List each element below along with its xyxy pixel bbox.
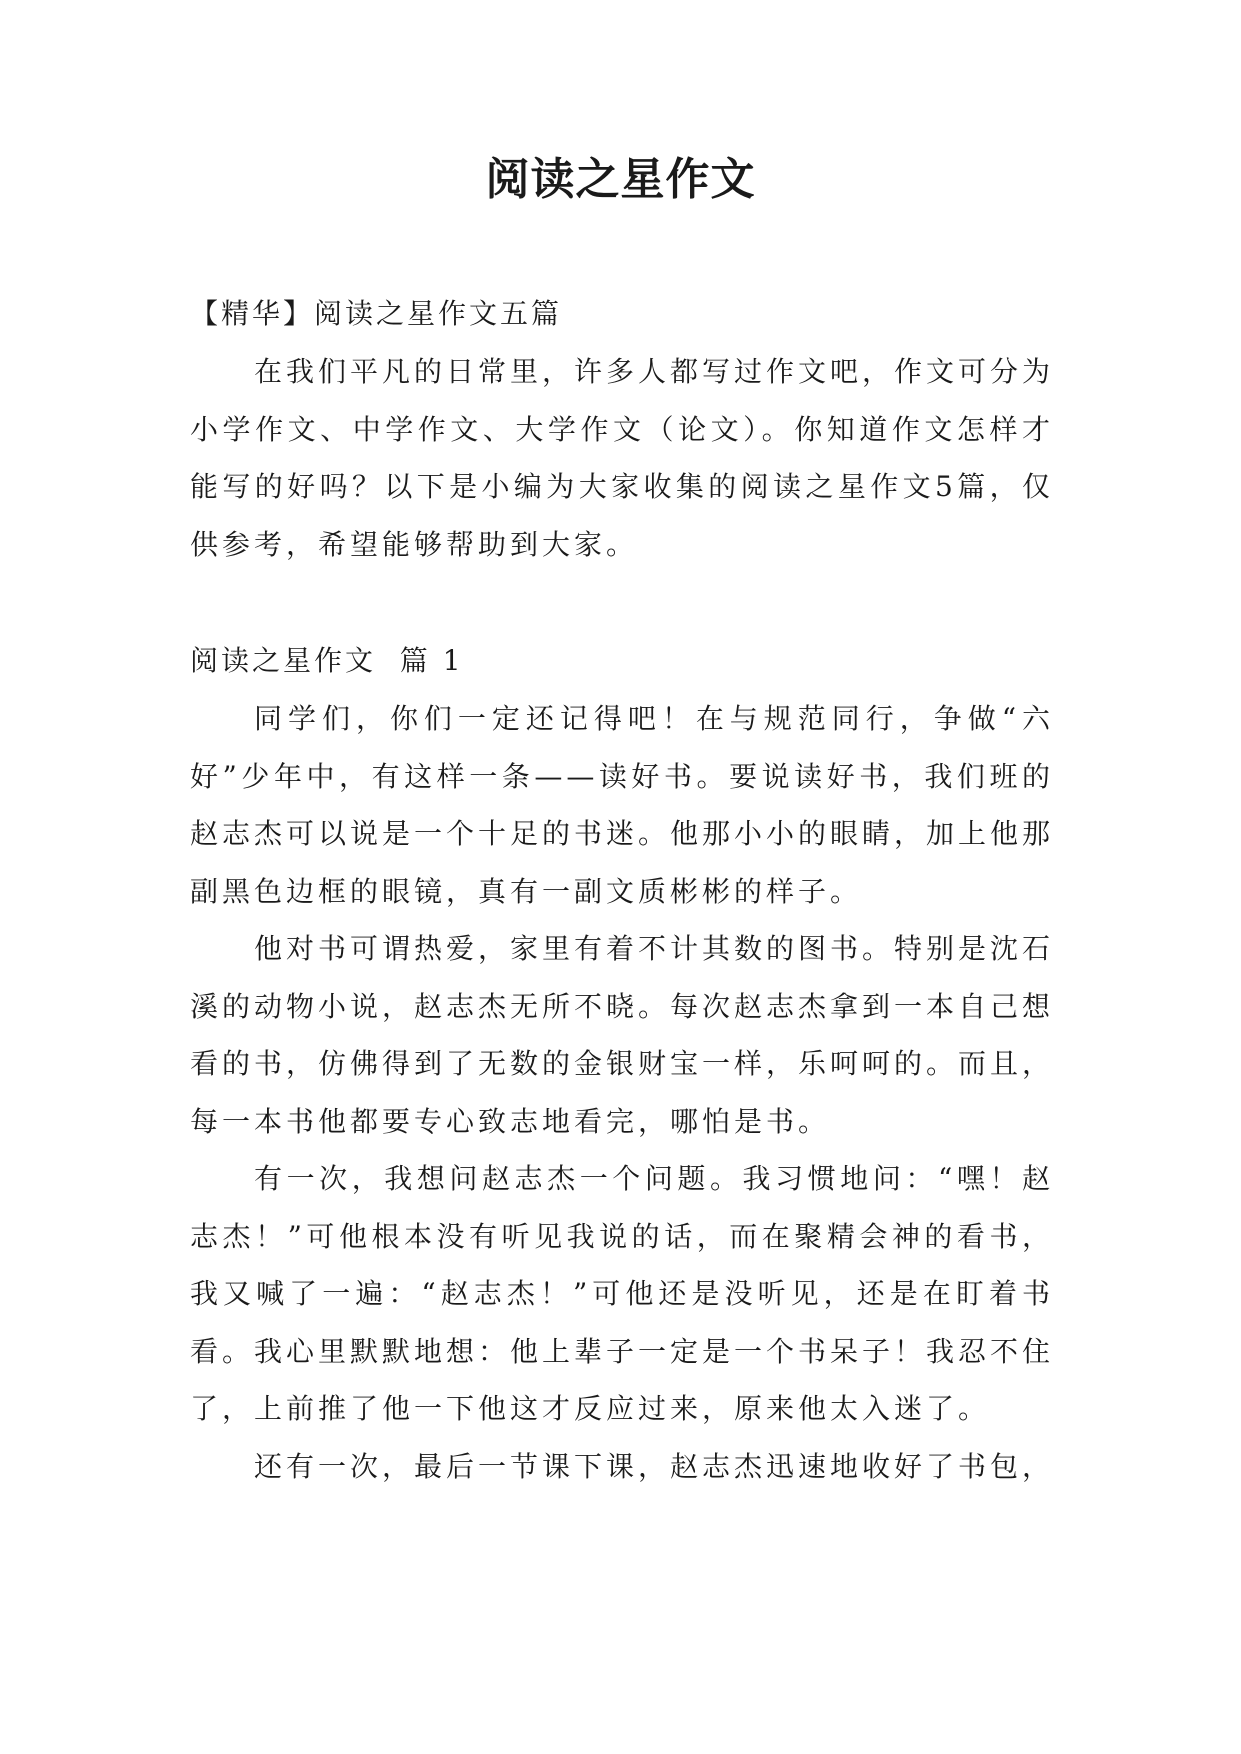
section-heading: 阅读之星作文 篇 1: [190, 644, 464, 677]
intro-block: [190, 343, 1054, 573]
body-paragraph: 他对书可谓热爱，家里有着不计其数的图书。特别是沈石溪的动物小说，赵志杰无所不晓。每次赵志杰拿到一本自己想看的书，仿佛得到了无数的金银财宝一样，乐呵呵的。而且，每一本书他都要专心致志地看完，哪怕是书。: [190, 932, 1055, 1138]
body-paragraph: 还有一次，最后一节课下课，赵志杰迅速地收好了书包，: [254, 1449, 1055, 1483]
document-title: 阅读之星作文: [485, 154, 756, 205]
intro-paragraph: 在我们平凡的日常里，许多人都写过作文吧，作文可分为小学作文、中学作文、大学作文（论文）。你知道作文怎样才能写的好吗？以下是小编为大家收集的阅读之星作文5篇，仅供参考，希望能够帮助到大家。: [190, 355, 1055, 561]
document-subtitle: 【精华】阅读之星作文五篇: [190, 297, 563, 330]
body-paragraph: 同学们，你们一定还记得吧！在与规范同行，争做“六好”少年中，有这样一条——读好书。要说读好书，我们班的赵志杰可以说是一个十足的书迷。他那小小的眼睛，加上他那副黑色边框的眼镜，真有一副文质彬彬的样子。: [190, 702, 1055, 908]
body-paragraph: 有一次，我想问赵志杰一个问题。我习惯地问：“嘿！赵志杰！”可他根本没有听见我说的话，而在聚精会神的看书，我又喊了一遍：“赵志杰！”可他还是没听见，还是在盯着书看。我心里默默地想：他上辈子一定是一个书呆子！我忍不住了，上前推了他一下他这才反应过来，原来他太入迷了。: [190, 1162, 1055, 1425]
section-body: [190, 690, 1054, 1495]
